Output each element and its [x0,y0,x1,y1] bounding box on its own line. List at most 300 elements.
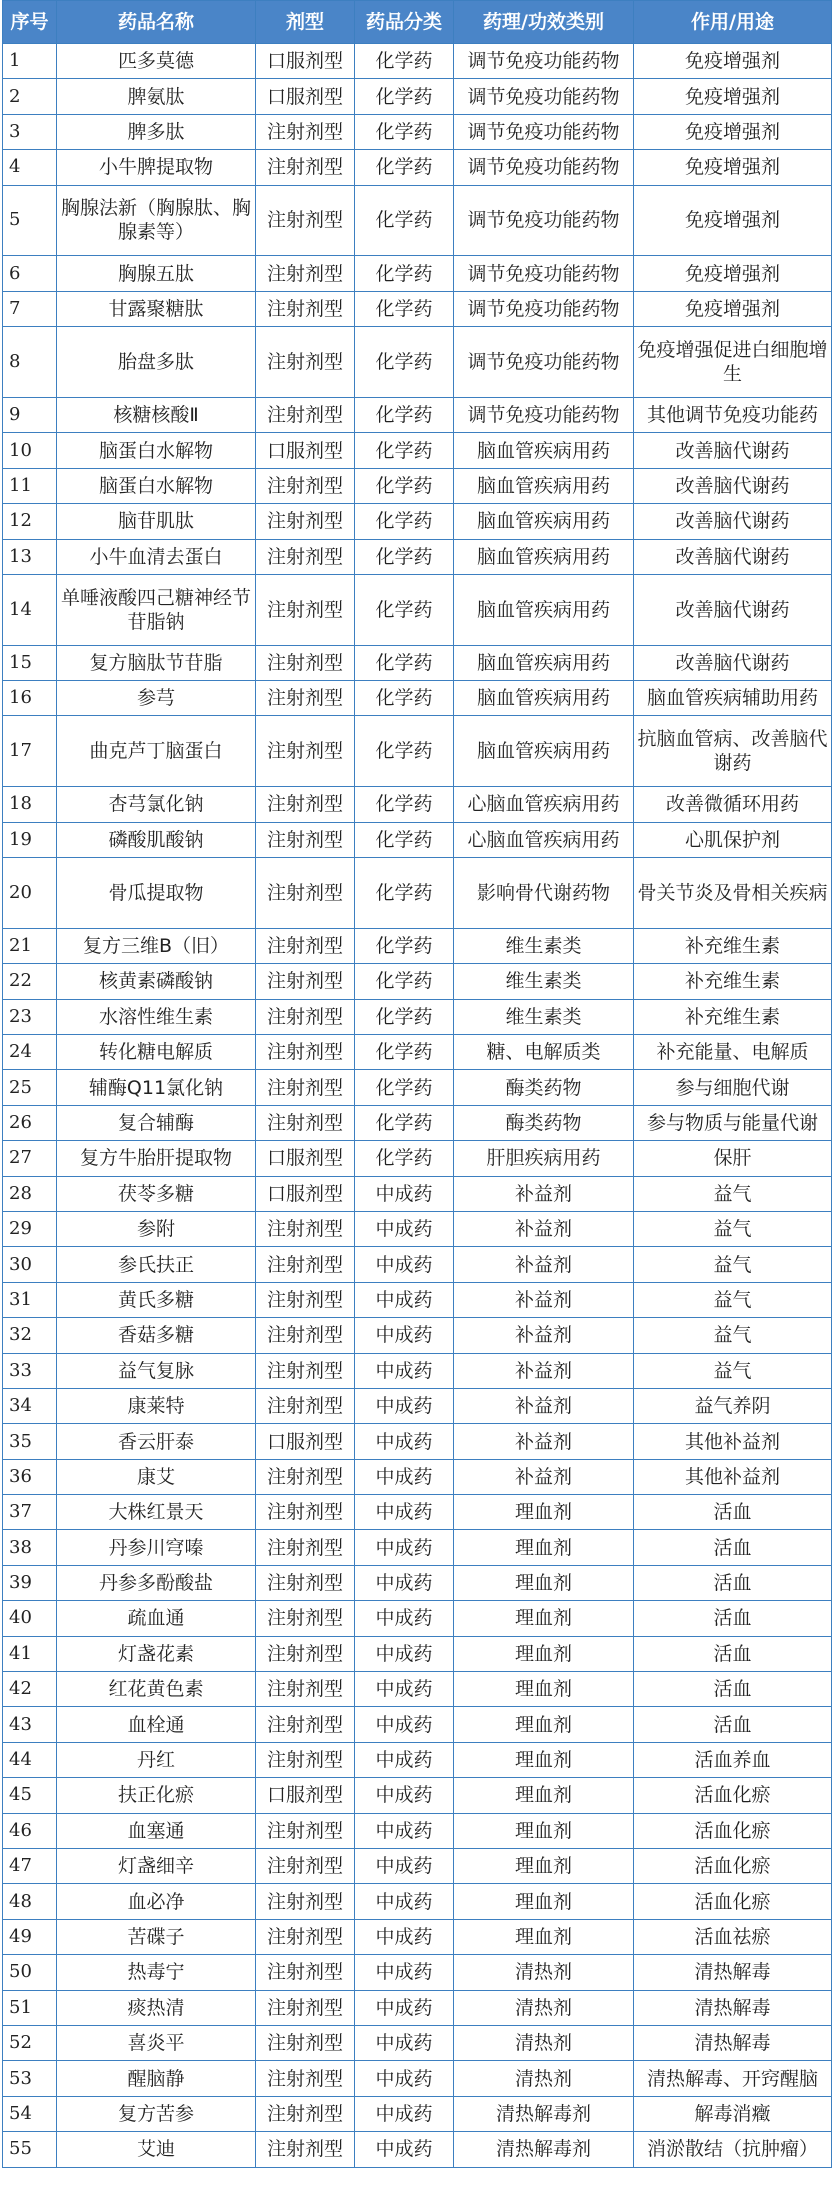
cell-index: 42 [3,1672,57,1707]
cell-index: 25 [3,1070,57,1105]
cell-drug-name: 小牛脾提取物 [57,150,256,185]
cell-pharmacology-class: 脑血管疾病用药 [454,468,634,503]
cell-drug-category: 化学药 [355,858,454,929]
cell-drug-category: 化学药 [355,504,454,539]
cell-pharmacology-class: 脑血管疾病用药 [454,716,634,787]
cell-pharmacology-class: 理血剂 [454,1707,634,1742]
cell-usage: 改善脑代谢药 [634,574,832,645]
cell-usage: 补充维生素 [634,964,832,999]
cell-dosage-form: 注射剂型 [256,2132,355,2167]
cell-drug-category: 化学药 [355,999,454,1034]
cell-dosage-form: 口服剂型 [256,1141,355,1176]
cell-pharmacology-class: 心脑血管疾病用药 [454,787,634,822]
cell-pharmacology-class: 调节免疫功能药物 [454,327,634,398]
cell-usage: 活血化瘀 [634,1778,832,1813]
cell-dosage-form: 注射剂型 [256,1282,355,1317]
cell-usage: 解毒消癥 [634,2096,832,2131]
cell-drug-name: 胸腺法新（胸腺肽、胸腺素等） [57,185,256,256]
cell-index: 53 [3,2061,57,2096]
table-row [3,787,832,822]
cell-index: 7 [3,291,57,326]
cell-usage: 改善脑代谢药 [634,539,832,574]
cell-drug-name: 喜炎平 [57,2025,256,2060]
cell-pharmacology-class: 补益剂 [454,1176,634,1211]
cell-drug-category: 中成药 [355,1884,454,1919]
cell-drug-name: 复方脑肽节苷脂 [57,645,256,680]
table-row [3,1495,832,1530]
cell-dosage-form: 注射剂型 [256,999,355,1034]
table-row [3,79,832,114]
cell-drug-category: 中成药 [355,2061,454,2096]
cell-dosage-form: 口服剂型 [256,79,355,114]
cell-usage: 抗脑血管病、改善脑代谢药 [634,716,832,787]
cell-index: 43 [3,1707,57,1742]
cell-dosage-form: 口服剂型 [256,1778,355,1813]
cell-drug-name: 匹多莫德 [57,44,256,79]
cell-drug-category: 化学药 [355,44,454,79]
cell-dosage-form: 注射剂型 [256,1955,355,1990]
cell-dosage-form: 注射剂型 [256,716,355,787]
cell-pharmacology-class: 理血剂 [454,1565,634,1600]
cell-drug-name: 核糖核酸Ⅱ [57,397,256,432]
cell-drug-name: 醒脑静 [57,2061,256,2096]
cell-drug-name: 脾多肽 [57,114,256,149]
cell-pharmacology-class: 补益剂 [454,1247,634,1282]
cell-pharmacology-class: 补益剂 [454,1353,634,1388]
cell-drug-name: 丹参川穹嗪 [57,1530,256,1565]
cell-pharmacology-class: 维生素类 [454,928,634,963]
cell-drug-category: 化学药 [355,79,454,114]
cell-dosage-form: 注射剂型 [256,185,355,256]
table-row [3,1955,832,1990]
table-row [3,504,832,539]
cell-dosage-form: 注射剂型 [256,1105,355,1140]
table-row [3,1742,832,1777]
cell-dosage-form: 注射剂型 [256,928,355,963]
cell-drug-category: 中成药 [355,1530,454,1565]
cell-index: 35 [3,1424,57,1459]
cell-drug-name: 香菇多糖 [57,1318,256,1353]
cell-dosage-form: 注射剂型 [256,1565,355,1600]
cell-usage: 清热解毒 [634,2025,832,2060]
cell-dosage-form: 注射剂型 [256,1742,355,1777]
cell-drug-category: 化学药 [355,681,454,716]
cell-drug-name: 参氏扶正 [57,1247,256,1282]
table-row [3,2025,832,2060]
cell-index: 38 [3,1530,57,1565]
header-drug-category: 药品分类 [355,1,454,44]
cell-pharmacology-class: 脑血管疾病用药 [454,681,634,716]
table-row [3,1070,832,1105]
cell-dosage-form: 口服剂型 [256,433,355,468]
cell-drug-category: 中成药 [355,1353,454,1388]
header-row [3,1,832,44]
cell-drug-category: 中成药 [355,1990,454,2025]
table-row [3,928,832,963]
cell-drug-category: 中成药 [355,1565,454,1600]
cell-dosage-form: 注射剂型 [256,1849,355,1884]
cell-index: 48 [3,1884,57,1919]
cell-drug-category: 化学药 [355,787,454,822]
cell-drug-name: 骨瓜提取物 [57,858,256,929]
cell-index: 31 [3,1282,57,1317]
cell-dosage-form: 注射剂型 [256,1353,355,1388]
table-row [3,999,832,1034]
cell-usage: 心肌保护剂 [634,822,832,857]
table-row [3,1176,832,1211]
cell-pharmacology-class: 理血剂 [454,1742,634,1777]
cell-dosage-form: 注射剂型 [256,2096,355,2131]
cell-usage: 免疫增强剂 [634,291,832,326]
cell-usage: 益气养阴 [634,1388,832,1423]
cell-index: 6 [3,256,57,291]
cell-index: 46 [3,1813,57,1848]
cell-dosage-form: 注射剂型 [256,681,355,716]
header-pharmacology-class: 药理/功效类别 [454,1,634,44]
cell-pharmacology-class: 补益剂 [454,1459,634,1494]
table-row [3,1530,832,1565]
cell-index: 45 [3,1778,57,1813]
table-row [3,539,832,574]
table-row [3,1565,832,1600]
cell-usage: 活血化瘀 [634,1884,832,1919]
cell-drug-category: 化学药 [355,716,454,787]
cell-usage: 补充维生素 [634,999,832,1034]
cell-drug-category: 中成药 [355,2025,454,2060]
cell-index: 14 [3,574,57,645]
table-row [3,645,832,680]
table-row [3,327,832,398]
table-row [3,858,832,929]
cell-drug-name: 益气复脉 [57,1353,256,1388]
cell-index: 39 [3,1565,57,1600]
cell-dosage-form: 注射剂型 [256,256,355,291]
cell-index: 32 [3,1318,57,1353]
cell-drug-category: 化学药 [355,185,454,256]
cell-drug-category: 中成药 [355,1672,454,1707]
table-row [3,1849,832,1884]
cell-drug-category: 化学药 [355,397,454,432]
cell-drug-category: 中成药 [355,1211,454,1246]
cell-usage: 补充能量、电解质 [634,1035,832,1070]
cell-usage: 免疫增强剂 [634,44,832,79]
cell-dosage-form: 注射剂型 [256,539,355,574]
cell-drug-category: 化学药 [355,822,454,857]
cell-drug-name: 小牛血清去蛋白 [57,539,256,574]
cell-index: 44 [3,1742,57,1777]
cell-drug-name: 磷酸肌酸钠 [57,822,256,857]
cell-index: 50 [3,1955,57,1990]
cell-pharmacology-class: 补益剂 [454,1318,634,1353]
table-row [3,291,832,326]
cell-drug-name: 黄氏多糖 [57,1282,256,1317]
cell-drug-category: 化学药 [355,327,454,398]
cell-usage: 益气 [634,1247,832,1282]
cell-pharmacology-class: 影响骨代谢药物 [454,858,634,929]
cell-index: 37 [3,1495,57,1530]
cell-dosage-form: 注射剂型 [256,1318,355,1353]
cell-dosage-form: 注射剂型 [256,1495,355,1530]
table-row [3,1282,832,1317]
cell-index: 12 [3,504,57,539]
table-body [3,44,832,2168]
cell-usage: 改善脑代谢药 [634,645,832,680]
cell-pharmacology-class: 脑血管疾病用药 [454,539,634,574]
cell-usage: 活血 [634,1636,832,1671]
cell-dosage-form: 注射剂型 [256,1813,355,1848]
cell-index: 21 [3,928,57,963]
table-row [3,114,832,149]
cell-drug-category: 化学药 [355,1105,454,1140]
cell-usage: 活血化瘀 [634,1813,832,1848]
table-row [3,1388,832,1423]
cell-usage: 清热解毒 [634,1955,832,1990]
cell-dosage-form: 注射剂型 [256,1707,355,1742]
table-row [3,2132,832,2167]
cell-pharmacology-class: 调节免疫功能药物 [454,150,634,185]
cell-usage: 免疫增强剂 [634,150,832,185]
cell-drug-category: 化学药 [355,468,454,503]
table-row [3,1035,832,1070]
table-row [3,1707,832,1742]
cell-dosage-form: 注射剂型 [256,964,355,999]
cell-dosage-form: 注射剂型 [256,114,355,149]
cell-usage: 益气 [634,1282,832,1317]
cell-pharmacology-class: 理血剂 [454,1672,634,1707]
cell-usage: 活血 [634,1530,832,1565]
cell-drug-name: 复方苦参 [57,2096,256,2131]
cell-dosage-form: 注射剂型 [256,574,355,645]
cell-pharmacology-class: 补益剂 [454,1388,634,1423]
cell-pharmacology-class: 脑血管疾病用药 [454,504,634,539]
cell-usage: 免疫增强剂 [634,79,832,114]
cell-drug-category: 化学药 [355,964,454,999]
cell-usage: 补充维生素 [634,928,832,963]
table-row [3,185,832,256]
table-row [3,1105,832,1140]
cell-index: 23 [3,999,57,1034]
table-row [3,468,832,503]
cell-usage: 活血祛瘀 [634,1919,832,1954]
cell-pharmacology-class: 脑血管疾病用药 [454,574,634,645]
cell-usage: 改善脑代谢药 [634,433,832,468]
cell-drug-category: 中成药 [355,1955,454,1990]
cell-drug-category: 中成药 [355,1282,454,1317]
cell-drug-category: 中成药 [355,2132,454,2167]
table-row [3,1778,832,1813]
cell-drug-category: 中成药 [355,1459,454,1494]
cell-drug-name: 胎盘多肽 [57,327,256,398]
cell-index: 11 [3,468,57,503]
cell-pharmacology-class: 肝胆疾病用药 [454,1141,634,1176]
cell-pharmacology-class: 糖、电解质类 [454,1035,634,1070]
table-row [3,2061,832,2096]
table-row [3,1211,832,1246]
cell-pharmacology-class: 清热剂 [454,1955,634,1990]
cell-usage: 活血化瘀 [634,1849,832,1884]
cell-usage: 其他调节免疫功能药 [634,397,832,432]
cell-drug-category: 化学药 [355,114,454,149]
cell-usage: 改善脑代谢药 [634,468,832,503]
cell-usage: 免疫增强剂 [634,256,832,291]
cell-dosage-form: 注射剂型 [256,858,355,929]
cell-index: 9 [3,397,57,432]
cell-drug-category: 中成药 [355,1318,454,1353]
cell-index: 30 [3,1247,57,1282]
cell-pharmacology-class: 补益剂 [454,1424,634,1459]
cell-drug-name: 艾迪 [57,2132,256,2167]
cell-drug-category: 中成药 [355,1778,454,1813]
cell-dosage-form: 口服剂型 [256,1176,355,1211]
cell-drug-category: 中成药 [355,1247,454,1282]
cell-index: 5 [3,185,57,256]
cell-index: 22 [3,964,57,999]
cell-dosage-form: 注射剂型 [256,504,355,539]
cell-index: 16 [3,681,57,716]
cell-pharmacology-class: 清热解毒剂 [454,2132,634,2167]
cell-drug-category: 化学药 [355,291,454,326]
cell-drug-category: 中成药 [355,1849,454,1884]
cell-drug-name: 大株红景天 [57,1495,256,1530]
cell-dosage-form: 注射剂型 [256,1070,355,1105]
header-dosage-form: 剂型 [256,1,355,44]
cell-dosage-form: 注射剂型 [256,1919,355,1954]
table-row [3,2096,832,2131]
cell-index: 28 [3,1176,57,1211]
cell-usage: 免疫增强剂 [634,114,832,149]
cell-drug-name: 扶正化瘀 [57,1778,256,1813]
table-row [3,1141,832,1176]
cell-index: 1 [3,44,57,79]
cell-drug-name: 香云肝泰 [57,1424,256,1459]
cell-dosage-form: 注射剂型 [256,1672,355,1707]
cell-index: 3 [3,114,57,149]
cell-index: 29 [3,1211,57,1246]
cell-usage: 益气 [634,1353,832,1388]
cell-drug-name: 复方三维B（旧） [57,928,256,963]
cell-drug-name: 脑苷肌肽 [57,504,256,539]
cell-drug-category: 中成药 [355,1813,454,1848]
cell-dosage-form: 注射剂型 [256,1035,355,1070]
cell-pharmacology-class: 调节免疫功能药物 [454,256,634,291]
cell-usage: 保肝 [634,1141,832,1176]
cell-pharmacology-class: 理血剂 [454,1601,634,1636]
cell-drug-category: 化学药 [355,150,454,185]
table-row [3,44,832,79]
table-row [3,1636,832,1671]
cell-usage: 其他补益剂 [634,1459,832,1494]
cell-drug-name: 辅酶Q11氯化钠 [57,1070,256,1105]
table-row [3,256,832,291]
cell-pharmacology-class: 清热剂 [454,2061,634,2096]
cell-drug-name: 灯盏细辛 [57,1849,256,1884]
table-row [3,1353,832,1388]
cell-usage: 改善微循环用药 [634,787,832,822]
cell-dosage-form: 注射剂型 [256,1990,355,2025]
cell-pharmacology-class: 调节免疫功能药物 [454,185,634,256]
cell-index: 10 [3,433,57,468]
table-header [3,1,832,44]
cell-pharmacology-class: 理血剂 [454,1813,634,1848]
cell-usage: 活血 [634,1601,832,1636]
cell-drug-name: 核黄素磷酸钠 [57,964,256,999]
cell-index: 8 [3,327,57,398]
cell-dosage-form: 注射剂型 [256,468,355,503]
cell-usage: 活血 [634,1565,832,1600]
cell-index: 47 [3,1849,57,1884]
cell-index: 51 [3,1990,57,2025]
cell-drug-name: 复方牛胎肝提取物 [57,1141,256,1176]
cell-drug-category: 化学药 [355,1141,454,1176]
cell-drug-name: 复合辅酶 [57,1105,256,1140]
table-row [3,433,832,468]
cell-drug-category: 化学药 [355,539,454,574]
cell-drug-category: 化学药 [355,1070,454,1105]
cell-pharmacology-class: 理血剂 [454,1495,634,1530]
cell-drug-category: 化学药 [355,256,454,291]
cell-pharmacology-class: 调节免疫功能药物 [454,397,634,432]
cell-usage: 改善脑代谢药 [634,504,832,539]
cell-dosage-form: 注射剂型 [256,1636,355,1671]
cell-pharmacology-class: 补益剂 [454,1211,634,1246]
cell-usage: 益气 [634,1318,832,1353]
table-row [3,574,832,645]
cell-drug-name: 血必净 [57,1884,256,1919]
cell-index: 13 [3,539,57,574]
cell-dosage-form: 注射剂型 [256,327,355,398]
cell-usage: 参与物质与能量代谢 [634,1105,832,1140]
cell-usage: 活血 [634,1707,832,1742]
cell-pharmacology-class: 清热剂 [454,1990,634,2025]
cell-dosage-form: 注射剂型 [256,1388,355,1423]
cell-index: 19 [3,822,57,857]
cell-pharmacology-class: 清热解毒剂 [454,2096,634,2131]
cell-drug-name: 脾氨肽 [57,79,256,114]
table-row [3,1919,832,1954]
cell-drug-category: 中成药 [355,1919,454,1954]
cell-drug-category: 中成药 [355,1388,454,1423]
cell-index: 24 [3,1035,57,1070]
cell-pharmacology-class: 调节免疫功能药物 [454,291,634,326]
cell-dosage-form: 注射剂型 [256,822,355,857]
cell-drug-name: 血塞通 [57,1813,256,1848]
table-row [3,1813,832,1848]
table-row [3,1601,832,1636]
cell-drug-name: 参芎 [57,681,256,716]
header-usage: 作用/用途 [634,1,832,44]
cell-dosage-form: 注射剂型 [256,1247,355,1282]
cell-pharmacology-class: 理血剂 [454,1919,634,1954]
cell-drug-category: 化学药 [355,928,454,963]
cell-drug-name: 曲克芦丁脑蛋白 [57,716,256,787]
cell-index: 52 [3,2025,57,2060]
cell-pharmacology-class: 理血剂 [454,1884,634,1919]
table-row [3,964,832,999]
cell-drug-name: 单唾液酸四己糖神经节苷脂钠 [57,574,256,645]
table-row [3,1318,832,1353]
table-row [3,1459,832,1494]
cell-index: 55 [3,2132,57,2167]
cell-drug-name: 热毒宁 [57,1955,256,1990]
cell-index: 2 [3,79,57,114]
table-row [3,681,832,716]
cell-usage: 清热解毒、开窍醒脑 [634,2061,832,2096]
cell-pharmacology-class: 脑血管疾病用药 [454,433,634,468]
cell-usage: 清热解毒 [634,1990,832,2025]
cell-drug-name: 灯盏花素 [57,1636,256,1671]
cell-pharmacology-class: 理血剂 [454,1636,634,1671]
cell-drug-name: 茯苓多糖 [57,1176,256,1211]
